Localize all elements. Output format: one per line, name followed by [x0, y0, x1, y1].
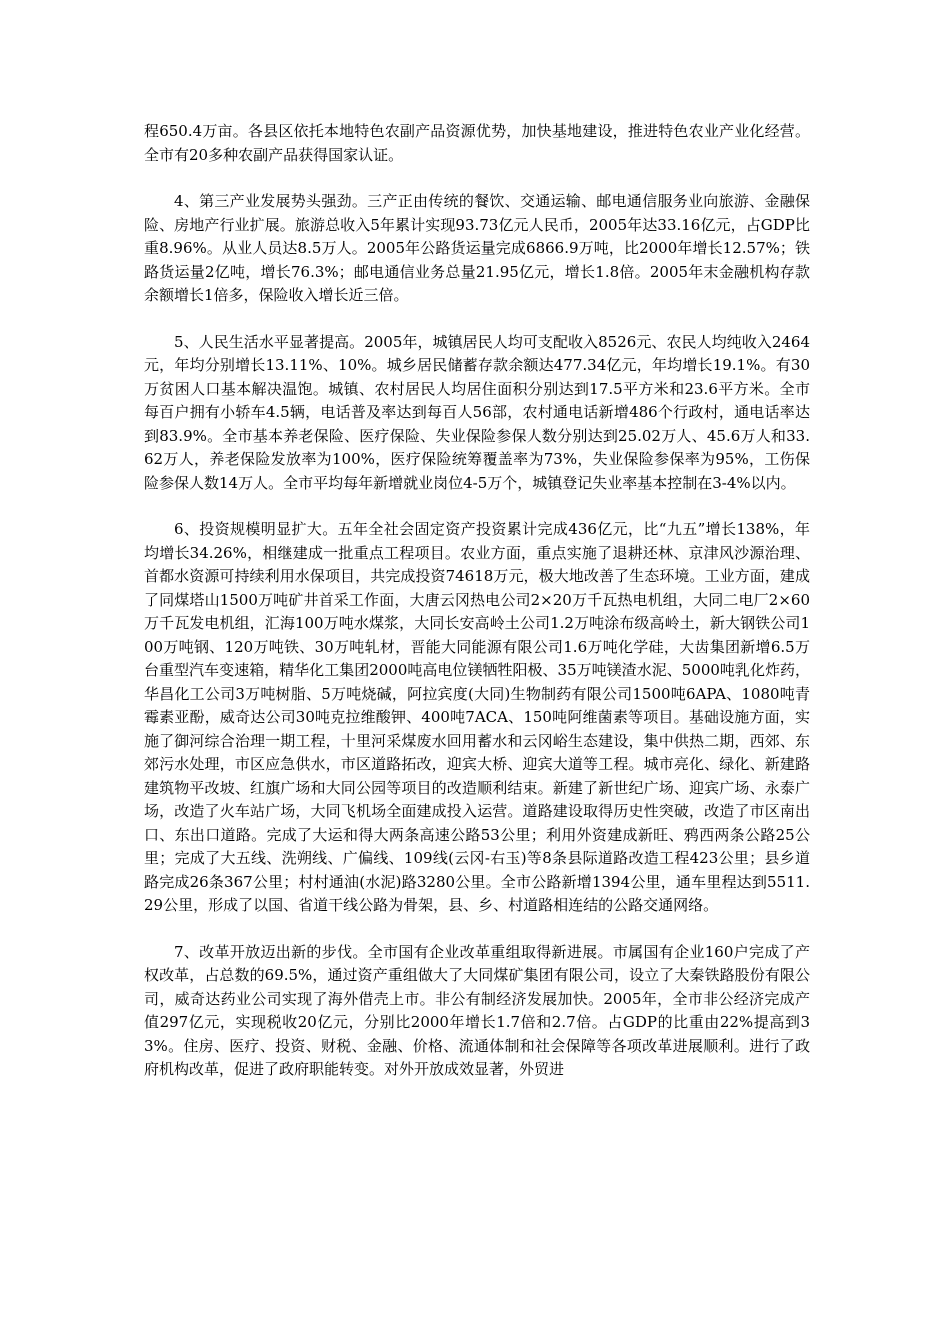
paragraph-tertiary-industry: 4、第三产业发展势头强劲。三产正由传统的餐饮、交通运输、邮电通信服务业向旅游、金融保险、房地产行业扩展。旅游总收入5年累计实现93.73亿元人民币，2005年达33.16亿元，占GDP比重8.96%。从业人员达8.5万人。2005年公路货运量完成6866.9万吨，比2000年增长12.57%；铁路货运量2亿吨，增长76.3%；邮电通信业务总量21.95亿元，增长1.8倍。2005年末金融机构存款余额增长1倍多，保险收入增长近三倍。	[144, 192, 810, 304]
paragraph-living-standards: 5、人民生活水平显著提高。2005年，城镇居民人均可支配收入8526元、农民人均纯收入2464元，年均分别增长13.11%、10%。城乡居民储蓄存款余额达477.34亿元，年均增长19.1%。有30万贫困人口基本解决温饱。城镇、农村居民人均居住面积分别达到17.5平方米和23.6平方米。全市每百户拥有小轿车4.5辆，电话普及率达到每百人56部，农村通电话新增486个行政村，通电话率达到83.9%。全市基本养老保险、医疗保险、失业保险参保人数分别达到25.02万人、45.6万人和33.62万人，养老保险发放率为100%，医疗保险统筹覆盖率为73%，失业保险参保率为95%，工伤保险参保人数14万人。全市平均每年新增就业岗位4-5万个，城镇登记失业率基本控制在3-4%以内。	[144, 332, 810, 492]
paragraph-gap	[144, 495, 810, 518]
paragraph-gap	[144, 918, 810, 941]
paragraph-investment: 6、投资规模明显扩大。五年全社会固定资产投资累计完成436亿元，比“九五”增长138%，年均增长34.26%，相继建成一批重点工程项目。农业方面，重点实施了退耕还林、京津风沙源治理、首都水资源可持续利用水保项目，共完成投资74618万元，极大地改善了生态环境。工业方面，建成了同煤塔山1500万吨矿井首采工作面，大唐云冈热电公司2×20万千瓦热电机组，大同二电厂2×60万千瓦发电机组，汇海100万吨水煤浆，大同长安高岭土公司1.2万吨涂布级高岭土，新大钢铁公司100万吨钢、120万吨铁、30万吨轧材，晋能大同能源有限公司1.6万吨化学硅，大齿集团新增6.5万台重型汽车变速箱，精华化工集团2000吨高电位镁牺牲阳极、35万吨镁渣水泥、5000吨乳化炸药，华昌化工公司3万吨树脂、5万吨烧碱，阿拉宾度(大同)生物制药有限公司1500吨6APA、1080吨青霉素亚酚，威奇达公司30吨克拉维酸钾、400吨7ACA、150吨阿维菌素等项目。基础设施方面，实施了御河综合治理一期工程，十里河采煤废水回用蓄水和云冈峪生态建设，集中供热二期，西郊、东郊污水处理，市区应急供水，市区道路拓改，迎宾大桥、迎宾大道等工程。城市亮化、绿化、新建路建筑物平改坡、红旗广场和大同公园等项目的改造顺利结束。新建了新世纪广场、迎宾广场、永泰广场，改造了火车站广场，大同飞机场全面建成投入运营。道路建设取得历史性突破，改造了市区南出口、东出口道路。完成了大运和得大两条高速公路53公里；利用外资建成新旺、鸦西两条公路25公里；完成了大五线、洗朔线、广偏线、109线(云冈-右玉)等8条县际道路改造工程423公里；县乡道路完成26条367公里；村村通油(水泥)路3280公里。全市公路新增1394公里，通车里程达到5511.29公里，形成了以国、省道干线公路为骨架，县、乡、村道路相连结的公路交通网络。	[144, 520, 810, 914]
paragraph-gap	[144, 167, 810, 190]
document-page	[144, 120, 810, 1082]
paragraph-continuation: 程650.4万亩。各县区依托本地特色农副产品资源优势，加快基地建设，推进特色农业产业化经营。全市有20多种农副产品获得国家认证。	[144, 122, 810, 164]
paragraph-gap	[144, 308, 810, 331]
paragraph-reform-opening: 7、改革开放迈出新的步伐。全市国有企业改革重组取得新进展。市属国有企业160户完成了产权改革，占总数的69.5%，通过资产重组做大了大同煤矿集团有限公司，设立了大秦铁路股份有限公司，威奇达药业公司实现了海外借壳上市。非公有制经济发展加快。2005年，全市非公经济完成产值297亿元，实现税收20亿元，分别比2000年增长1.7倍和2.7倍。占GDP的比重由22%提高到33%。住房、医疗、投资、财税、金融、价格、流通体制和社会保障等各项改革进展顺利。进行了政府机构改革，促进了政府职能转变。对外开放成效显著，外贸进	[144, 942, 810, 1078]
